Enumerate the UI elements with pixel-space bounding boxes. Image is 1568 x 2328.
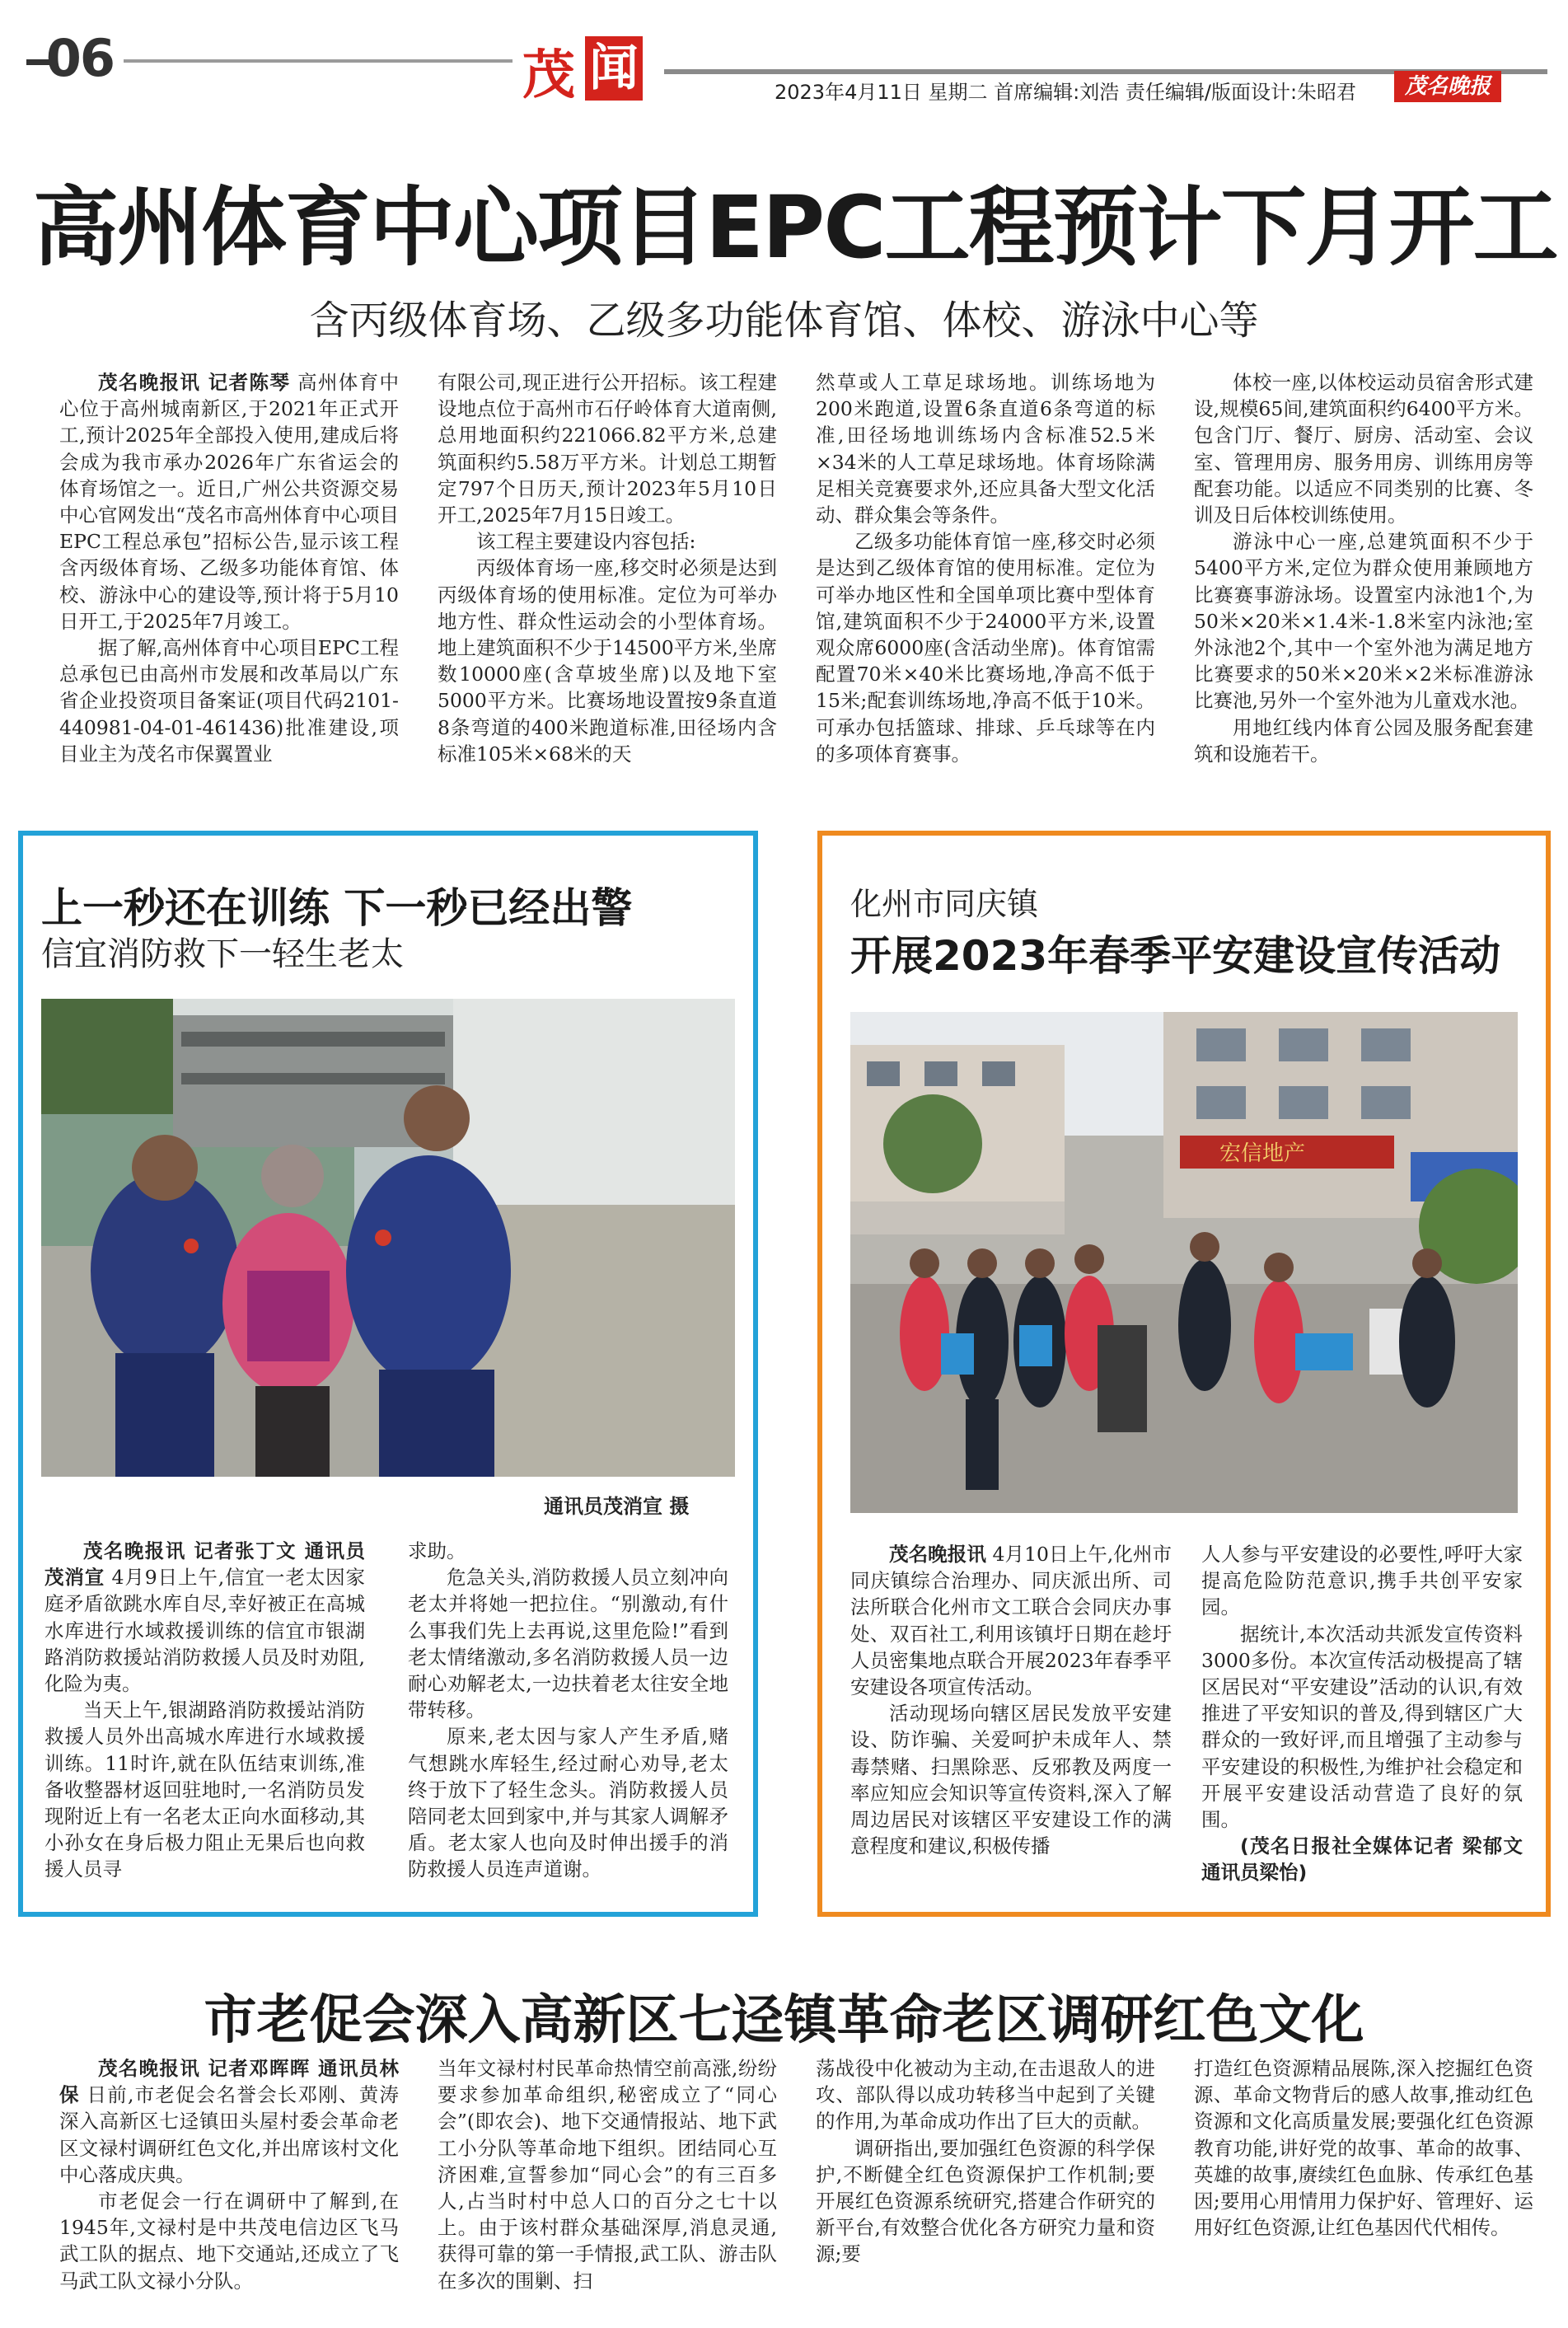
story4-paragraph: 当年文禄村村民革命热情空前高涨,纷纷要求参加革命组织,秘密成立了“同心会”(即农会)、地下交通情报站、地下武工小分队等革命地下组织。团结同心互济困难,宣誓参加“同心会”的有三百多人,占当时村中总人口的百分之七十以上。由于该村群众基础深厚,消息灵通,获得可靠的第一手情报,武工队、游击队在多次的围剿、扫 <box>438 2057 777 2293</box>
story3-headline: 开展2023年春季平安建设宣传活动 <box>850 932 1501 980</box>
story1-paragraph: 体校一座,以体校运动员宿舍形式建设,规模65间,建筑面积约6400平方米。包含门厅、餐厅、厨房、活动室、会议室、管理用房、服务用房、训练用房等配套功能。以适应不同类别的比赛、冬训及日后体校训练使用。 <box>1194 371 1533 527</box>
story3-lead: 茂名晚报讯 <box>889 1543 986 1566</box>
story1-headline: 高州体育中心项目EPC工程预计下月开工 <box>33 177 1557 278</box>
story4-paragraph: 调研指出,要加强红色资源的科学保护,不断健全红色资源保护工作机制;要开展红色资源系统研究,搭建合作研究的新平台,有效整合优化各方研究力量和资源;要 <box>816 2136 1155 2266</box>
paper-logo: 茂名晚报 <box>1394 71 1501 102</box>
story4-paragraph: 茂名晚报讯 记者邓晖晖 通讯员林保 日前,市老促会名誉会长邓刚、黄涛深入高新区七迳镇田头屋村委会革命老区文禄村调研红色文化,并出席该村文化中心落成庆典。 <box>59 2057 399 2186</box>
story2-paragraph: 原来,老太因与家人产生矛盾,赌气想跳水库轻生,经过耐心劝导,老太终于放下了轻生念头。消防救援人员陪同老太回到家中,并与其家人调解矛盾。老太家人也向及时伸出援手的消防救援人员连声道谢。 <box>408 1725 728 1881</box>
story3-signature: (茂名日报社全媒体记者 梁郁文 通讯员梁怡) <box>1201 1834 1523 1885</box>
story1-body <box>59 369 1534 791</box>
section-tag-char-1: 茂 <box>522 44 575 106</box>
masthead-rule-left <box>124 59 513 63</box>
story2-paragraph: 求助。 <box>408 1539 466 1562</box>
story2-subheadline: 信宜消防救下一轻生老太 <box>41 935 404 973</box>
story3-kicker: 化州市同庆镇 <box>850 886 1039 922</box>
story2-paragraph: 当天上午,银湖路消防救援站消防救援人员外出高城水库进行水域救援训练。11时许,就在队伍结束训练,准备收整器材返回驻地时,一名消防员发现附近上有一名老太正向水面移动,其小孙女在身后极力阻止无果后也向救援人员寻 <box>44 1698 365 1881</box>
story1-paragraph: 游泳中心一座,总建筑面积不少于5400平方米,定位为群众使用兼顾地方比赛赛事游泳场。设置室内泳池1个,为50米×20米×1.4米-1.8米室内泳池;室外泳池2个,其中一个室外池为满足地方比赛要求的50米×20米×2米标准游泳比赛池,另外一个室外池为儿童戏水池。 <box>1194 530 1533 713</box>
story3-body <box>850 1541 1528 1897</box>
story2-lead: 茂名晚报讯 记者张丁文 通讯员茂消宣 <box>44 1539 365 1590</box>
story1-column <box>816 369 1155 791</box>
story4-paragraph: 市老促会一行在调研中了解到,在1945年,文禄村是中共茂电信边区飞马武工队的据点、地下交通站,还成立了飞马武工队文禄小分队。 <box>59 2190 399 2293</box>
story2-photo-credit: 通讯员茂消宣 摄 <box>544 1495 690 1518</box>
story3-photo-sign: 宏信地产 <box>1219 1141 1306 1166</box>
story1-subheadline: 含丙级体育场、乙级多功能体育馆、体校、游泳中心等 <box>309 297 1259 344</box>
story1-paragraph: 然草或人工草足球场地。训练场地为200米跑道,设置6条直道6条弯道的标准,田径场地训练场内含标准52.5米×34米的人工草足球场地。体育场除满足相关竞赛要求外,还应具备大型文化活动、群众集会等条件。 <box>816 371 1155 527</box>
story2-column <box>44 1538 365 1892</box>
story1-paragraph: 茂名晚报讯 记者陈琴 高州体育中心位于高州城南新区,于2021年正式开工,预计2025年全部投入使用,建成后将会成为我市承办2026年广东省运会的体育场馆之一。近日,广州公共资源交易中心官网发出“茂名市高州体育中心项目EPC工程总承包”招标公告,显示该工程含丙级体育场、乙级多功能体育馆、体校、游泳中心的建设等,预计将于5月10日开工,于2025年7月竣工。 <box>59 371 399 633</box>
story4-paragraph: 打造红色资源精品展陈,深入挖掘红色资源、革命文物背后的感人故事,推动红色资源和文化高质量发展;要强化红色资源教育功能,讲好党的故事、革命的故事、英雄的故事,赓续红色血脉、传承红色基因;要用心用情用力保护好、管理好、运用好红色资源,让红色基因代代相传。 <box>1194 2057 1533 2240</box>
story3-paragraph: 人人参与平安建设的必要性,呼吁大家提高危险防范意识,携手共创平安家园。 <box>1201 1543 1523 1619</box>
story4-body <box>59 2055 1534 2316</box>
section-tag <box>522 30 644 104</box>
story4-lead: 茂名晚报讯 记者邓晖晖 通讯员林保 <box>59 2057 399 2107</box>
story4-headline: 市老促会深入高新区七迳镇革命老区调研红色文化 <box>204 1990 1364 2051</box>
story4-paragraph: 荡战役中化被动为主动,在击退敌人的进攻、部队得以成功转移当中起到了关键的作用,为革命成功作出了巨大的贡献。 <box>816 2057 1155 2134</box>
story1-paragraph: 据了解,高州体育中心项目EPC工程总承包已由高州市发展和改革局以广东省企业投资项目备案证(项目代码2101-440981-04-01-461436)批准建设,项目业主为茂名市保翼置业 <box>59 636 399 766</box>
story3-column <box>1201 1541 1523 1897</box>
story3-photo <box>850 1012 1518 1513</box>
story1-paragraph: 该工程主要建设内容包括: <box>476 530 696 554</box>
story3-paragraph: 据统计,本次活动共派发宣传资料3000多份。本次宣传活动极提高了辖区居民对“平安建设”活动的认识,有效推进了平安知识的普及,得到辖区广大群众的一致好评,而且增强了主动参与平安建设的积极性,为维护社会稳定和开展平安建设活动营造了良好的氛围。 <box>1201 1622 1523 1832</box>
story2-paragraph: 危急关头,消防救援人员立刻冲向老太并将她一把拉住。“别激动,有什么事我们先上去再说,这里危险!”看到老太情绪激动,多名消防救援人员一边耐心劝解老太,一边扶着老太往安全地带转移。 <box>408 1566 728 1722</box>
issue-date-line: 2023年4月11日 星期二 首席编辑:刘浩 责任编辑/版面设计:朱昭君 <box>775 81 1357 104</box>
story2-paragraph: 茂名晚报讯 记者张丁文 通讯员茂消宣 4月9日上午,信宜一老太因家庭矛盾欲跳水库自尽,幸好被正在高城水库进行水域救援训练的信宜市银湖路消防救援站消防救援人员及时劝阻,化险为夷。 <box>44 1539 365 1696</box>
story2-column <box>408 1538 728 1892</box>
story4-column <box>1194 2055 1533 2316</box>
story1-column <box>1194 369 1533 791</box>
story3-paragraph: 茂名晚报讯 4月10日上午,化州市同庆镇综合治理办、同庆派出所、司法所联合化州市文工联合会同庆办事处、双百社工,利用该镇圩日期在趁圩人员密集地点联合开展2023年春季平安建设各项宣传活动。 <box>850 1543 1172 1699</box>
section-tag-char-2: 闻 <box>585 36 643 101</box>
story3-paragraph: 活动现场向辖区居民发放平安建设、防诈骗、关爱呵护未成年人、禁毒禁赌、扫黑除恶、反邪教及两度一率应知应会知识等宣传资料,深入了解周边居民对该辖区平安建设工作的满意程度和建议,积极传播 <box>850 1702 1172 1858</box>
story1-lead: 茂名晚报讯 记者陈琴 <box>98 371 291 394</box>
story3-column <box>850 1541 1172 1897</box>
story1-column <box>59 369 399 791</box>
story2-headline: 上一秒还在训练 下一秒已经出警 <box>41 884 633 932</box>
story1-paragraph: 有限公司,现正进行公开招标。该工程建设地点位于高州市石仔岭体育大道南侧,总用地面积约221066.82平方米,总建筑面积约5.58万平方米。计划总工期暂定797个日历天,预计2023年5月10日开工,2025年7月15日竣工。 <box>438 371 777 527</box>
story1-paragraph: 乙级多功能体育馆一座,移交时必须是达到乙级体育馆的使用标准。定位为可举办地区性和全国单项比赛中型体育馆,建筑面积不少于24000平方米,设置观众席6000座(含活动坐席)。体育馆需配置70米×40米比赛场地,净高不低于15米;配套训练场地,净高不低于10米。可承办包括篮球、排球、乒乓球等在内的多项体育赛事。 <box>816 530 1155 766</box>
story1-paragraph: 用地红线内体育公园及服务配套建筑和设施若干。 <box>1194 715 1533 766</box>
story4-column <box>816 2055 1155 2316</box>
story2-photo <box>41 999 735 1477</box>
story2-body <box>44 1538 737 1892</box>
story4-column <box>59 2055 399 2316</box>
story1-column <box>438 369 777 791</box>
story4-column <box>438 2055 777 2316</box>
story1-paragraph: 丙级体育场一座,移交时必须是达到丙级体育场的使用标准。定位为可举办地方性、群众性运动会的小型体育场。地上建筑面积不少于14500平方米,坐席数10000座(含草坡坐席)以及地下室5000平方米。比赛场地设置按9条直道8条弯道的400米跑道标准,田径场内含标准105米×68米的天 <box>438 556 777 766</box>
page-number: 06 <box>45 28 115 88</box>
